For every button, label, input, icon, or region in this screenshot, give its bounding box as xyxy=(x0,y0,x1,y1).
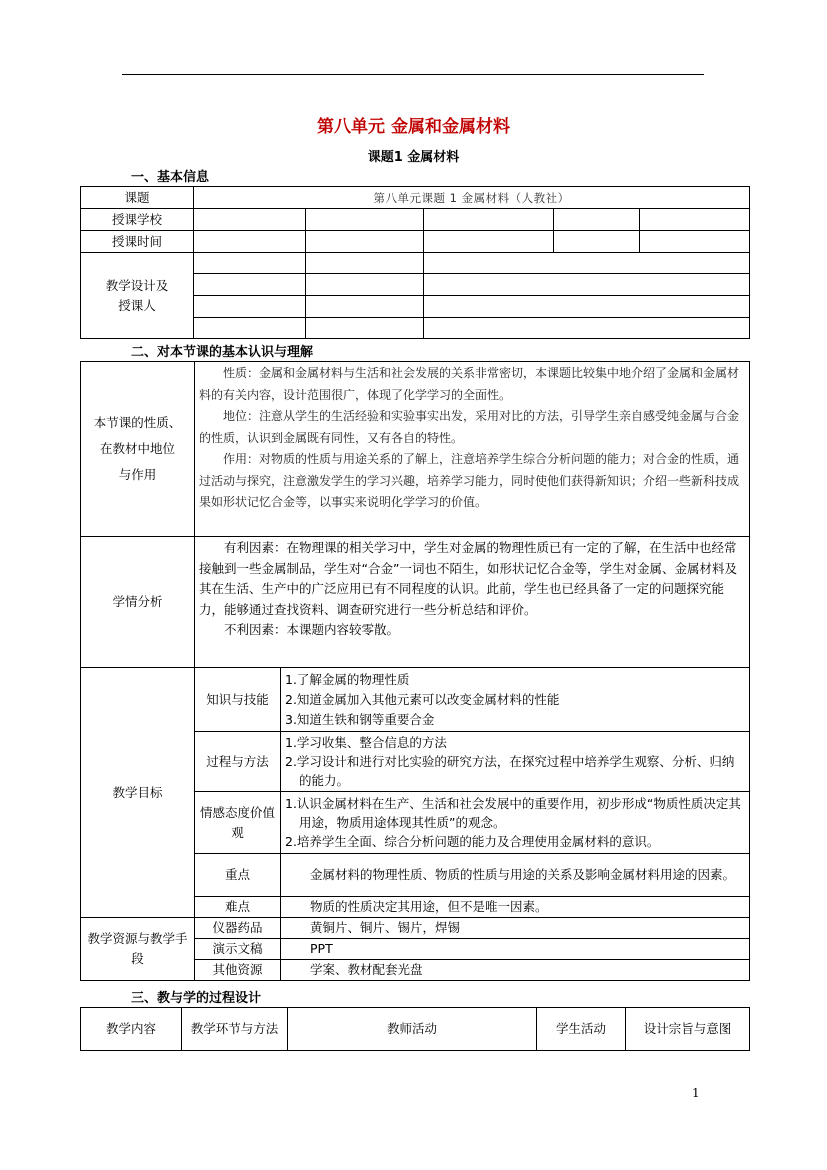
goals-label: 教学目标 xyxy=(81,668,195,918)
empty-cell xyxy=(194,253,306,274)
instruments-content xyxy=(281,918,750,939)
nature-label xyxy=(81,362,195,537)
key-point-text: 金属材料的物理性质、物质的性质与用途的关系及影响金属材料用途的因素。 xyxy=(310,867,736,882)
emotion-item: 1.认识金属材料在生产、生活和社会发展中的重要作用，初步形成“物质性质决定其用途，物质用途体现其性质”的观念。 xyxy=(285,796,741,830)
empty-cell xyxy=(194,209,306,231)
empty-cell xyxy=(194,274,306,296)
nature-paragraph: 地位：注意从学生的生活经验和实验事实出发，采用对比的方法，引导学生亲自感受纯金属与合金的性质，认识到金属既有同性，又有各自的特性。 xyxy=(199,409,740,445)
other-text: 学案、教材配套光盘 xyxy=(310,962,423,977)
header-rule xyxy=(122,74,704,75)
process-content xyxy=(281,732,750,792)
page-number: 1 xyxy=(692,1086,700,1100)
other-content xyxy=(281,960,750,981)
empty-cell xyxy=(306,274,424,296)
analysis-label: 学情分析 xyxy=(81,537,195,668)
designer-label-line1: 教学设计及 xyxy=(105,277,169,293)
emotion-content xyxy=(281,792,750,854)
key-point-content xyxy=(281,854,750,897)
topic-value: 第八单元课题 1 金属材料（人教社） xyxy=(194,187,750,209)
time-label: 授课时间 xyxy=(81,231,194,253)
empty-cell xyxy=(424,231,554,253)
header-teaching-step: 教学环节与方法 xyxy=(182,1008,288,1051)
instruments-text: 黄铜片、铜片、锡片，焊锡 xyxy=(310,920,461,935)
header-design-purpose: 设计宗旨与意图 xyxy=(626,1008,750,1051)
key-point-label: 重点 xyxy=(195,854,281,897)
process-item: 1.学习收集、整合信息的方法 xyxy=(285,735,447,750)
analysis-paragraph: 不利因素：本课题内容较零散。 xyxy=(224,622,400,637)
emotion-item: 2.培养学生全面、综合分析问题的能力及合理使用金属材料的意识。 xyxy=(285,834,660,849)
difficulty-content xyxy=(281,897,750,918)
section-heading-understanding: 二、对本节课的基本认识与理解 xyxy=(131,345,314,360)
topic-label: 课题 xyxy=(81,187,194,209)
document-subtitle: 课题1 金属材料 xyxy=(367,150,460,165)
nature-label-line3: 与作用 xyxy=(118,467,157,482)
other-label: 其他资源 xyxy=(195,960,281,981)
header-teacher-activity: 教师活动 xyxy=(288,1008,537,1051)
empty-cell xyxy=(640,209,750,231)
slides-content xyxy=(281,939,750,960)
understanding-table xyxy=(80,361,750,981)
difficulty-label: 难点 xyxy=(195,897,281,918)
slides-text: PPT xyxy=(310,941,333,956)
school-label: 授课学校 xyxy=(81,209,194,231)
process-label: 过程与方法 xyxy=(195,732,281,792)
instruments-label: 仪器药品 xyxy=(195,918,281,939)
empty-cell xyxy=(554,231,640,253)
empty-cell xyxy=(424,253,750,274)
empty-cell xyxy=(554,209,640,231)
nature-label-line1: 本节课的性质、 xyxy=(93,415,182,430)
process-table xyxy=(80,1007,750,1051)
empty-cell xyxy=(424,318,750,339)
knowledge-content xyxy=(281,668,750,732)
nature-label-line2: 在教材中地位 xyxy=(99,441,175,456)
empty-cell xyxy=(194,231,306,253)
analysis-content xyxy=(195,537,750,668)
nature-paragraph: 作用：对物质的性质与用途关系的了解上，注意培养学生综合分析问题的能力；对合金的性质，通过活动与探究，注意激发学生的学习兴趣，培养学习能力，同时使他们获得新知识；介绍一些新科技成果如形状记忆合金等，以事实来说明化学学习的价值。 xyxy=(199,452,740,509)
nature-paragraph: 性质：金属和金属材料与生活和社会发展的关系非常密切，本课题比较集中地介绍了金属和金属材料的有关内容，设计范围很广，体现了化学学习的全面性。 xyxy=(199,366,740,402)
document-title: 第八单元 金属和金属材料 xyxy=(317,117,510,137)
emotion-label: 情感态度价值观 xyxy=(195,792,281,854)
empty-cell xyxy=(306,231,424,253)
empty-cell xyxy=(306,318,424,339)
empty-cell xyxy=(306,209,424,231)
header-student-activity: 学生活动 xyxy=(537,1008,626,1051)
slides-label: 演示文稿 xyxy=(195,939,281,960)
basic-info-table xyxy=(80,186,750,339)
empty-cell xyxy=(306,296,424,318)
header-teaching-content: 教学内容 xyxy=(81,1008,182,1051)
empty-cell xyxy=(306,253,424,274)
knowledge-label: 知识与技能 xyxy=(195,668,281,732)
empty-cell xyxy=(194,318,306,339)
designer-label-line2: 授课人 xyxy=(118,297,156,313)
knowledge-item: 2.知道金属加入其他元素可以改变金属材料的性能 xyxy=(285,691,560,707)
empty-cell xyxy=(640,231,750,253)
empty-cell xyxy=(424,274,750,296)
knowledge-item: 3.知道生铁和钢等重要合金 xyxy=(285,711,435,727)
designer-label xyxy=(81,253,194,339)
difficulty-text: 物质的性质决定其用途，但不是唯一因素。 xyxy=(310,899,548,914)
process-item: 2.学习设计和进行对比实验的研究方法，在探究过程中培养学生观察、分析、归纳的能力。 xyxy=(285,754,735,788)
knowledge-item: 1.了解金属的物理性质 xyxy=(285,671,410,687)
empty-cell xyxy=(424,209,554,231)
empty-cell xyxy=(194,296,306,318)
empty-cell xyxy=(424,296,750,318)
analysis-paragraph: 有利因素：在物理课的相关学习中，学生对金属的物理性质已有一定的了解，在生活中也经常接触到一些金属制品，学生对“合金”一词也不陌生，如形状记忆合金等，学生对金属、金属材料及其在生活、生产中的广泛应用已有不同程度的认识。此前，学生也已经具备了一定的问题探究能力，能够通过查找资料、调查研究进行一些分析总结和评价。 xyxy=(199,540,737,617)
section-heading-basic-info: 一、基本信息 xyxy=(131,170,210,185)
section-heading-process: 三、教与学的过程设计 xyxy=(131,991,262,1006)
nature-content xyxy=(195,362,750,537)
resources-label: 教学资源与教学手段 xyxy=(81,918,195,981)
